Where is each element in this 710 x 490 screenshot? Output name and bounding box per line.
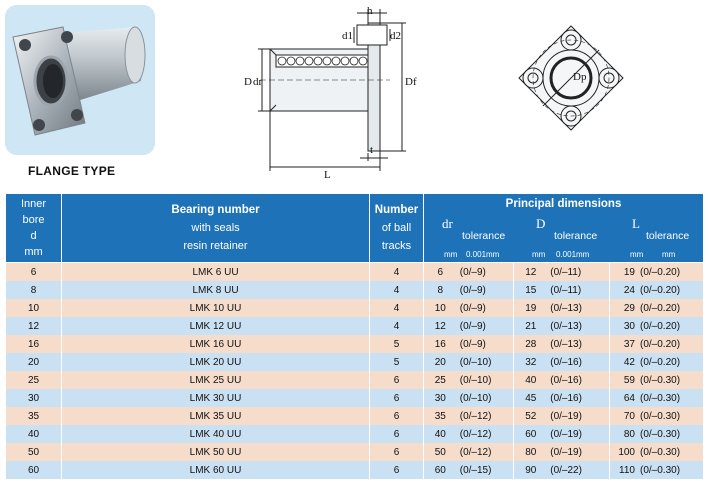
table-row xyxy=(6,299,704,317)
cell-bearing-number: LMK 25 UU xyxy=(62,371,370,389)
label-t: t xyxy=(370,144,374,156)
cell-D: 45 (0/–16) xyxy=(514,389,610,407)
cell-inner-bore: 20 xyxy=(6,353,62,371)
header-dr-tolerance: tolerance xyxy=(462,230,506,242)
cell-D: 40 (0/–16) xyxy=(514,371,610,389)
header-L-mm: mm xyxy=(630,250,644,259)
header-L-tolerance: tolerance xyxy=(646,230,690,242)
cell-ball-tracks: 5 xyxy=(370,335,424,353)
label-D: D xyxy=(244,76,252,88)
cell-dr: 25 (0/–10) xyxy=(424,371,514,389)
cell-dr: 30 (0/–10) xyxy=(424,389,514,407)
cell-bearing-number: LMK 40 UU xyxy=(62,425,370,443)
cell-ball-tracks: 6 xyxy=(370,461,424,479)
cell-dr: 35 (0/–12) xyxy=(424,407,514,425)
header-dr-unit: 0.001mm xyxy=(466,250,500,259)
cell-bearing-number: LMK 50 UU xyxy=(62,443,370,461)
cell-bearing-number: LMK 20 UU xyxy=(62,353,370,371)
cell-ball-tracks: 6 xyxy=(370,371,424,389)
cell-D: 21 (0/–13) xyxy=(514,317,610,335)
table-row xyxy=(6,443,704,461)
cell-dr: 20 (0/–10) xyxy=(424,353,514,371)
cell-bearing-number: LMK 8 UU xyxy=(62,281,370,299)
cell-D: 19 (0/–13) xyxy=(514,299,610,317)
header-L-mm2: mm xyxy=(662,250,676,259)
side-section-drawing xyxy=(240,3,440,183)
cell-dr: 6 (0/–9) xyxy=(424,263,514,282)
cell-dr: 50 (0/–12) xyxy=(424,443,514,461)
cell-ball-tracks: 5 xyxy=(370,353,424,371)
cell-D: 28 (0/–13) xyxy=(514,335,610,353)
header-ball-tracks: Number of ball tracks xyxy=(370,194,424,263)
cell-dr: 16 (0/–9) xyxy=(424,335,514,353)
cell-L: 80 (0/–0.30) xyxy=(610,425,704,443)
cell-inner-bore: 60 xyxy=(6,461,62,479)
cell-bearing-number: LMK 60 UU xyxy=(62,461,370,479)
cell-D: 60 (0/–19) xyxy=(514,425,610,443)
cell-D: 52 (0/–19) xyxy=(514,407,610,425)
cell-L: 110 (0/–0.30) xyxy=(610,461,704,479)
cell-inner-bore: 12 xyxy=(6,317,62,335)
cell-L: 70 (0/–0.30) xyxy=(610,407,704,425)
table-row xyxy=(6,425,704,443)
cell-ball-tracks: 6 xyxy=(370,443,424,461)
cell-dr: 12 (0/–9) xyxy=(424,317,514,335)
cell-dr: 60 (0/–15) xyxy=(424,461,514,479)
header-D-tolerance: tolerance xyxy=(554,230,598,242)
cell-bearing-number: LMK 16 UU xyxy=(62,335,370,353)
cell-L: 64 (0/–0.30) xyxy=(610,389,704,407)
cell-ball-tracks: 4 xyxy=(370,317,424,335)
product-photo xyxy=(5,5,155,155)
front-view-drawing xyxy=(515,22,627,134)
cell-L: 59 (0/–0.30) xyxy=(610,371,704,389)
header-D-symbol: D xyxy=(536,216,546,231)
cell-inner-bore: 6 xyxy=(6,263,62,282)
cell-ball-tracks: 6 xyxy=(370,425,424,443)
table-row xyxy=(6,335,704,353)
cell-inner-bore: 50 xyxy=(6,443,62,461)
table-row xyxy=(6,317,704,335)
label-d2: d2 xyxy=(390,30,401,42)
cell-inner-bore: 25 xyxy=(6,371,62,389)
cell-bearing-number: LMK 10 UU xyxy=(62,299,370,317)
header-dr-mm: mm xyxy=(444,250,458,259)
table-row xyxy=(6,281,704,299)
cell-D: 90 (0/–22) xyxy=(514,461,610,479)
cell-dr: 8 (0/–9) xyxy=(424,281,514,299)
cell-ball-tracks: 4 xyxy=(370,281,424,299)
cell-inner-bore: 40 xyxy=(6,425,62,443)
cell-L: 30 (0/–0.20) xyxy=(610,317,704,335)
cell-bearing-number: LMK 6 UU xyxy=(62,263,370,282)
cell-dr: 40 (0/–12) xyxy=(424,425,514,443)
label-dr: dr xyxy=(253,76,263,88)
cell-bearing-number: LMK 35 UU xyxy=(62,407,370,425)
cell-inner-bore: 10 xyxy=(6,299,62,317)
cell-L: 24 (0/–0.20) xyxy=(610,281,704,299)
cell-bearing-number: LMK 30 UU xyxy=(62,389,370,407)
cell-inner-bore: 8 xyxy=(6,281,62,299)
table-row xyxy=(6,461,704,479)
header-D-unit: 0.001mm xyxy=(556,250,590,259)
cell-ball-tracks: 6 xyxy=(370,407,424,425)
cell-D: 12 (0/–11) xyxy=(514,263,610,282)
table-header-row xyxy=(6,194,704,263)
cell-L: 37 (0/–0.20) xyxy=(610,335,704,353)
cell-ball-tracks: 4 xyxy=(370,299,424,317)
table-row xyxy=(6,353,704,371)
cell-D: 15 (0/–11) xyxy=(514,281,610,299)
label-L: L xyxy=(324,169,331,181)
cell-L: 29 (0/–0.20) xyxy=(610,299,704,317)
cell-L: 42 (0/–0.20) xyxy=(610,353,704,371)
cell-ball-tracks: 4 xyxy=(370,263,424,282)
header-principal-dimensions: Principal dimensions dr tolerance mm 0.001mm D tolerance mm 0.001mm L tolerance mm mm xyxy=(424,194,704,263)
cell-dr: 10 (0/–9) xyxy=(424,299,514,317)
spec-table xyxy=(5,193,704,479)
table-row xyxy=(6,371,704,389)
cell-bearing-number: LMK 12 UU xyxy=(62,317,370,335)
header-L-symbol: L xyxy=(632,216,640,231)
cell-inner-bore: 35 xyxy=(6,407,62,425)
label-h: h xyxy=(367,5,373,17)
cell-D: 32 (0/–16) xyxy=(514,353,610,371)
cell-L: 19 (0/–0.20) xyxy=(610,263,704,282)
table-row xyxy=(6,263,704,282)
table-row xyxy=(6,407,704,425)
header-inner-bore: Inner bore d mm xyxy=(6,194,62,263)
label-d1: d1 xyxy=(342,30,353,42)
label-Df: Df xyxy=(405,76,417,88)
header-dr-symbol: dr xyxy=(442,216,453,231)
label-Dp: Dp xyxy=(573,71,587,83)
cell-inner-bore: 30 xyxy=(6,389,62,407)
flange-type-caption: FLANGE TYPE xyxy=(28,164,116,178)
cell-L: 100 (0/–0.30) xyxy=(610,443,704,461)
header-D-mm: mm xyxy=(532,250,546,259)
cell-ball-tracks: 6 xyxy=(370,389,424,407)
cell-D: 80 (0/–19) xyxy=(514,443,610,461)
cell-inner-bore: 16 xyxy=(6,335,62,353)
header-bearing-number: Bearing number with seals resin retainer xyxy=(62,194,370,263)
table-row xyxy=(6,389,704,407)
